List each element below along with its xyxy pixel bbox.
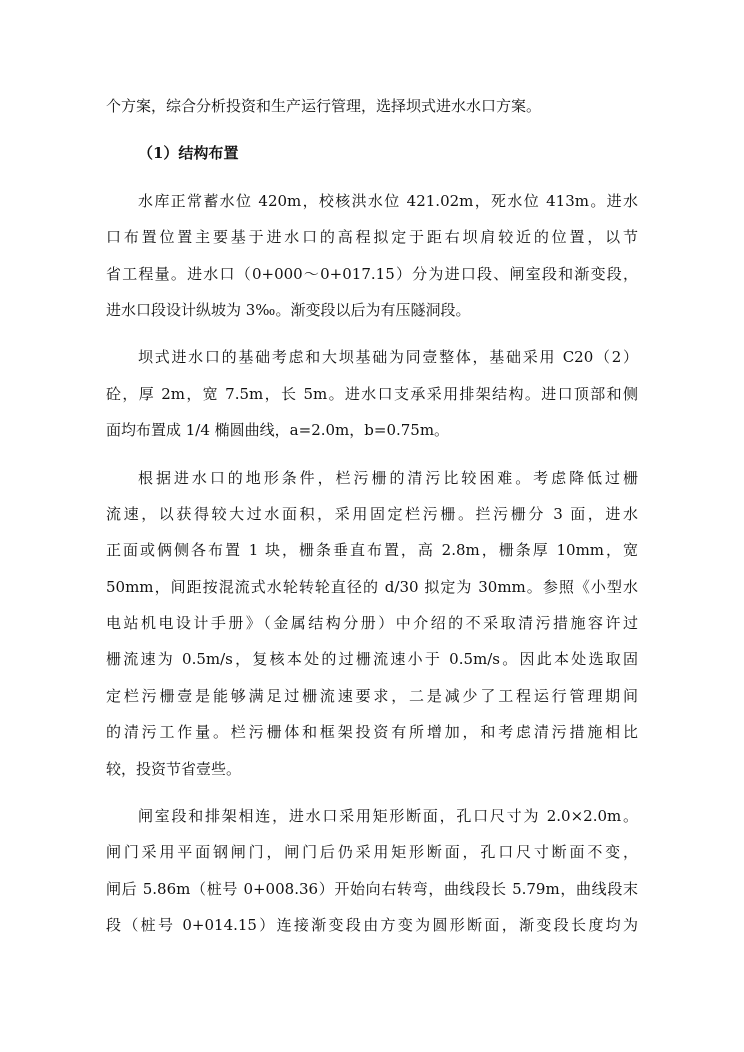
paragraph-line: 闸后 5.86m（桩号 0+008.36）开始向右转弯，曲线段长 5.79m，曲线段末: [106, 879, 638, 898]
section-heading: （1）结构布置: [138, 144, 239, 163]
paragraph-line: 电站机电设计手册》（金属结构分册）中介绍的不采取清污措施容许过: [106, 614, 638, 633]
paragraph-line: 闸室段和排架相连，进水口采用矩形断面，孔口尺寸为 2.0×2.0m。: [138, 807, 638, 826]
paragraph-line: 坝式进水口的基础考虑和大坝基础为同壹整体，基础采用 C20（2）: [138, 348, 638, 367]
paragraph-line: 段（桩号 0+014.15）连接渐变段由方变为圆形断面，渐变段长度均为: [106, 916, 638, 935]
paragraph-line: 定栏污栅壹是能够满足过栅流速要求，二是减少了工程运行管理期间: [106, 686, 638, 705]
paragraph-line: 的清污工作量。栏污栅体和框架投资有所增加，和考虑清污措施相比: [106, 723, 638, 742]
paragraph-line: 口布置位置主要基于进水口的高程拟定于距右坝肩较近的位置，以节: [106, 228, 638, 247]
paragraph-line: 进水口段设计纵坡为 3‰。渐变段以后为有压隧洞段。: [106, 300, 471, 319]
intro-line: 个方案，综合分析投资和生产运行管理，选择坝式进水水口方案。: [106, 97, 542, 115]
paragraph-line: 栅流速为 0.5m/s，复核本处的过栅流速小于 0.5m/s。因此本处选取固: [106, 650, 638, 669]
paragraph-line: 砼，厚 2m，宽 7.5m，长 5m。进水口支承采用排架结构。进口顶部和侧: [106, 384, 638, 403]
paragraph: [106, 798, 638, 944]
paragraph-line: 50mm，间距按混流式水轮转轮直径的 d/30 拟定为 30mm。参照《小型水: [106, 577, 638, 596]
paragraph: [106, 183, 638, 329]
paragraph-line: 较，投资节省壹些。: [106, 759, 242, 778]
paragraphs: [106, 183, 638, 944]
paragraph-line: 省工程量。进水口（0+000～0+017.15）分为进口段、闸室段和渐变段，: [106, 264, 638, 283]
paragraph-line: 流速，以获得较大过水面积，采用固定栏污栅。拦污栅分 3 面，进水: [106, 504, 638, 523]
paragraph: [106, 339, 638, 448]
paragraph: [106, 460, 638, 788]
document-body: [106, 88, 638, 944]
paragraph-line: 根据进水口的地形条件，栏污栅的清污比较困难。考虑降低过栅: [138, 468, 638, 487]
paragraph-line: 正面或俩侧各布置 1 块，栅条垂直布置，高 2.8m，栅条厚 10mm，宽: [106, 541, 638, 560]
paragraph-line: 闸门采用平面钢闸门，闸门后仍采用矩形断面，孔口尺寸断面不变，: [106, 843, 638, 862]
paragraph-line: 面均布置成 1/4 椭圆曲线，a=2.0m，b=0.75m。: [106, 421, 450, 440]
paragraph-line: 水库正常蓄水位 420m，校核洪水位 421.02m，死水位 413m。进水: [138, 191, 638, 210]
